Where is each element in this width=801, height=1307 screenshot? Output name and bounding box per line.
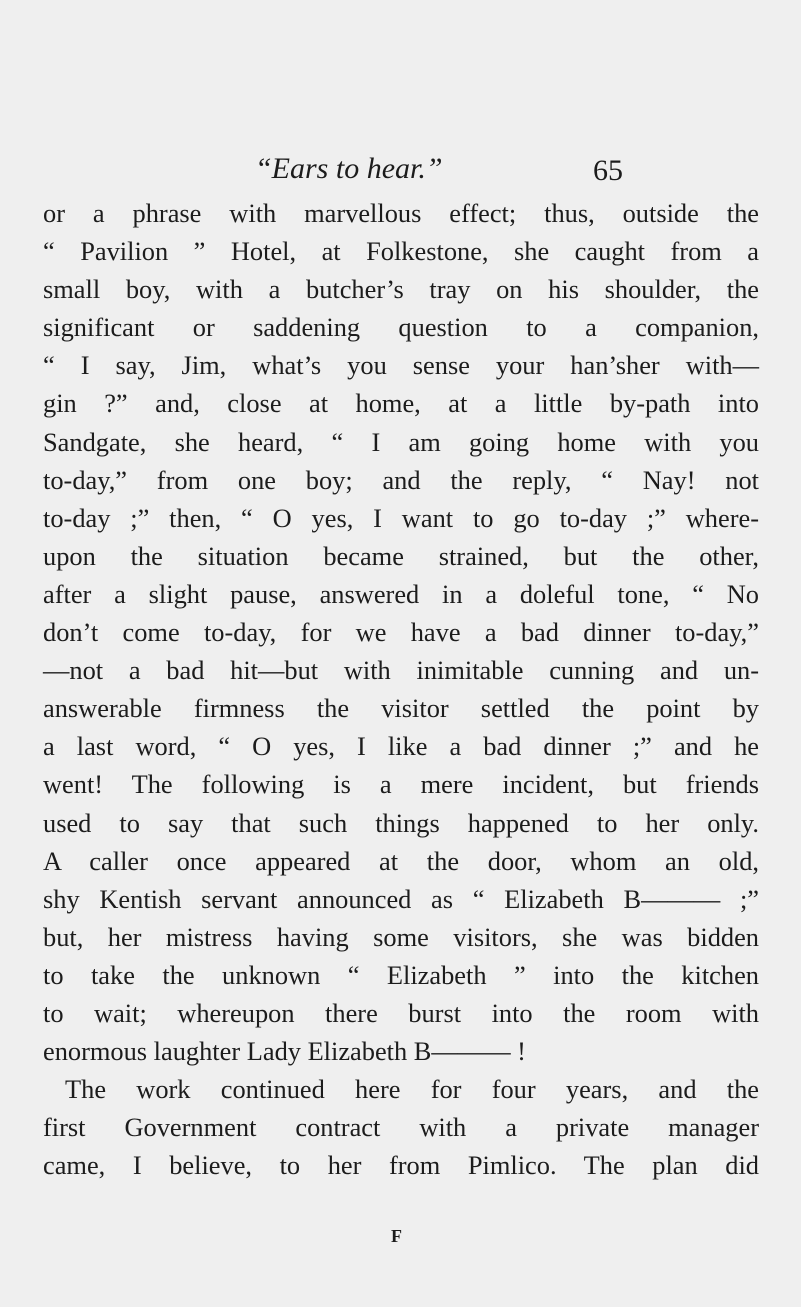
text-line: small boy, with a butcher’s tray on his shoulder, the: [43, 274, 759, 305]
text-line: to wait; whereupon there burst into the room with: [43, 997, 759, 1028]
text-line: to-day,” from one boy; and the reply, “ Nay! not: [43, 464, 759, 495]
body-text: [43, 194, 759, 1184]
text-line: The work continued here for four years, and the: [65, 1074, 759, 1105]
text-line: went! The following is a mere incident, but friends: [43, 769, 759, 800]
running-head-title: “Ears to hear.”: [255, 152, 443, 185]
text-line: used to say that such things happened to her only.: [43, 807, 759, 838]
text-line: “ Pavilion ” Hotel, at Folkestone, she caught from a: [43, 236, 759, 267]
running-head: [0, 152, 801, 192]
signature-mark: [0, 1226, 801, 1247]
text-line: upon the situation became strained, but the other,: [43, 540, 759, 571]
text-line: “ I say, Jim, what’s you sense your han’sher with—: [43, 350, 759, 381]
text-line: Sandgate, she heard, “ I am going home with you: [43, 426, 759, 457]
signature-letter: F: [391, 1226, 402, 1246]
text-line: after a slight pause, answered in a doleful tone, “ No: [43, 578, 759, 609]
text-line: came, I believe, to her from Pimlico. The plan did: [43, 1150, 759, 1181]
text-line: enormous laughter Lady Elizabeth B——— !: [43, 1036, 526, 1067]
text-line: answerable firmness the visitor settled the point by: [43, 693, 759, 724]
text-line: first Government contract with a private manager: [43, 1112, 759, 1143]
text-line: —not a bad hit—but with inimitable cunning and un-: [43, 655, 759, 686]
text-line: A caller once appeared at the door, whom an old,: [43, 845, 759, 876]
page-number: 65: [593, 154, 623, 187]
text-line: but, her mistress having some visitors, she was bidden: [43, 921, 759, 952]
text-line: to take the unknown “ Elizabeth ” into the kitchen: [43, 959, 759, 990]
text-line: or a phrase with marvellous effect; thus, outside the: [43, 198, 759, 228]
text-line: don’t come to-day, for we have a bad dinner to-day,”: [43, 617, 759, 648]
text-line: a last word, “ O yes, I like a bad dinner ;” and he: [43, 731, 759, 762]
text-line: gin ?” and, close at home, at a little by-path into: [43, 388, 759, 419]
text-line: to-day ;” then, “ O yes, I want to go to-day ;” where-: [43, 502, 759, 533]
text-line: shy Kentish servant announced as “ Elizabeth B——— ;”: [43, 883, 759, 914]
text-line: significant or saddening question to a companion,: [43, 312, 759, 343]
